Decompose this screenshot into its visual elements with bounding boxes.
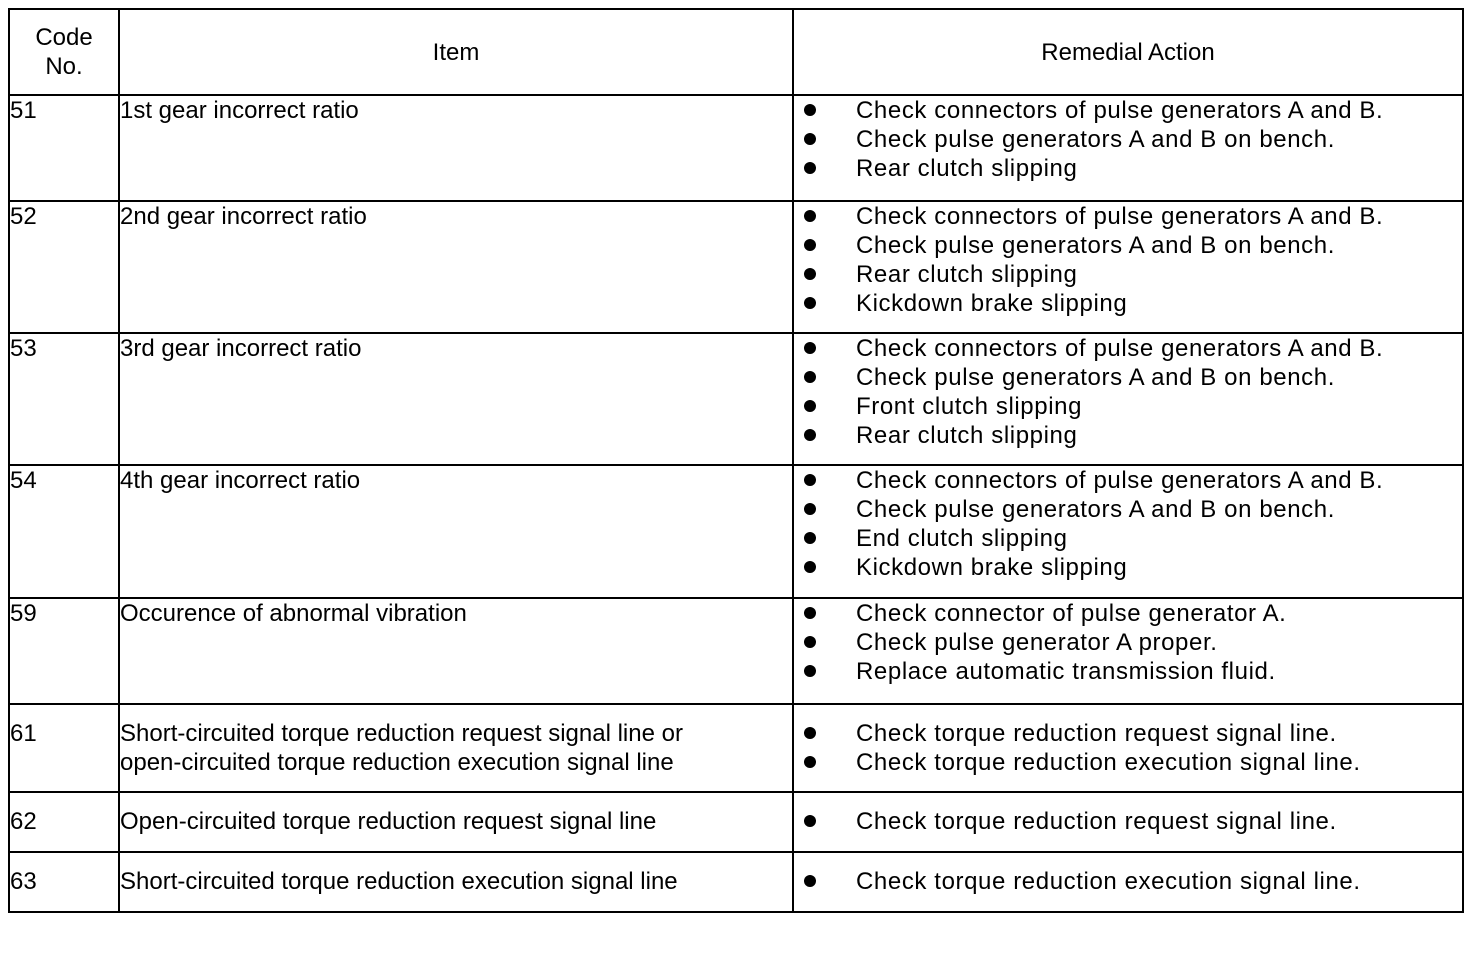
action-item xyxy=(794,719,1462,748)
action-text: Check torque reduction request signal line. xyxy=(856,808,1337,835)
action-item xyxy=(794,599,1462,628)
action-text: Check pulse generators A and B on bench. xyxy=(856,364,1335,391)
action-item xyxy=(794,202,1462,231)
action-text: Check connectors of pulse generators A and B. xyxy=(856,335,1384,362)
bullet-icon xyxy=(804,875,816,887)
code-cell: 54 xyxy=(9,465,119,598)
bullet-icon xyxy=(804,400,816,412)
item-cell xyxy=(119,704,793,792)
header-code-line1: Code xyxy=(35,24,93,51)
action-item xyxy=(794,260,1462,289)
bullet-icon xyxy=(804,210,816,222)
bullet-icon xyxy=(804,636,816,648)
action-text: Rear clutch slipping xyxy=(856,155,1078,182)
action-text: Check torque reduction request signal line. xyxy=(856,720,1337,747)
action-list xyxy=(794,599,1462,686)
action-item xyxy=(794,392,1462,421)
table-row xyxy=(9,792,1463,852)
action-cell xyxy=(793,465,1463,598)
bullet-icon xyxy=(804,104,816,116)
action-item xyxy=(794,867,1462,896)
item-cell: Occurence of abnormal vibration xyxy=(119,598,793,704)
action-text: Check connectors of pulse generators A and B. xyxy=(856,467,1384,494)
action-item xyxy=(794,553,1462,582)
bullet-icon xyxy=(804,239,816,251)
item-text-line: open-circuited torque reduction execution signal line xyxy=(120,749,674,776)
action-text: Check pulse generators A and B on bench. xyxy=(856,232,1335,259)
action-text: Replace automatic transmission fluid. xyxy=(856,658,1276,685)
action-list xyxy=(794,867,1462,896)
action-item xyxy=(794,628,1462,657)
bullet-icon xyxy=(804,268,816,280)
action-text: Rear clutch slipping xyxy=(856,261,1078,288)
item-cell: 4th gear incorrect ratio xyxy=(119,465,793,598)
item-cell: 1st gear incorrect ratio xyxy=(119,95,793,201)
item-cell: 2nd gear incorrect ratio xyxy=(119,201,793,333)
bullet-icon xyxy=(804,561,816,573)
action-item xyxy=(794,748,1462,777)
action-text: Check connector of pulse generator A. xyxy=(856,600,1287,627)
bullet-icon xyxy=(804,133,816,145)
bullet-icon xyxy=(804,297,816,309)
action-item xyxy=(794,495,1462,524)
action-item xyxy=(794,807,1462,836)
action-cell xyxy=(793,852,1463,912)
header-code-no xyxy=(9,9,119,95)
action-text: Check torque reduction execution signal line. xyxy=(856,868,1361,895)
code-cell: 63 xyxy=(9,852,119,912)
table-row xyxy=(9,95,1463,201)
action-cell xyxy=(793,704,1463,792)
action-cell xyxy=(793,598,1463,704)
action-list xyxy=(794,466,1462,582)
code-cell: 62 xyxy=(9,792,119,852)
action-cell xyxy=(793,95,1463,201)
action-item xyxy=(794,421,1462,450)
table-row xyxy=(9,704,1463,792)
table-row xyxy=(9,201,1463,333)
code-cell: 61 xyxy=(9,704,119,792)
bullet-icon xyxy=(804,815,816,827)
bullet-icon xyxy=(804,162,816,174)
code-cell: 51 xyxy=(9,95,119,201)
action-item xyxy=(794,524,1462,553)
item-text-line: Short-circuited torque reduction request signal line or xyxy=(120,720,683,747)
action-item xyxy=(794,334,1462,363)
table-header-row xyxy=(9,9,1463,95)
action-item xyxy=(794,231,1462,260)
action-cell xyxy=(793,792,1463,852)
action-list xyxy=(794,202,1462,318)
table-row xyxy=(9,598,1463,704)
action-text: Check connectors of pulse generators A and B. xyxy=(856,203,1384,230)
table-row xyxy=(9,333,1463,465)
bullet-icon xyxy=(804,607,816,619)
action-cell xyxy=(793,201,1463,333)
code-cell: 59 xyxy=(9,598,119,704)
action-item xyxy=(794,154,1462,183)
item-cell: Short-circuited torque reduction execution signal line xyxy=(119,852,793,912)
action-text: Check pulse generator A proper. xyxy=(856,629,1218,656)
action-item xyxy=(794,657,1462,686)
bullet-icon xyxy=(804,727,816,739)
action-list xyxy=(794,96,1462,183)
action-list xyxy=(794,334,1462,450)
item-cell: Open-circuited torque reduction request signal line xyxy=(119,792,793,852)
table-row xyxy=(9,852,1463,912)
bullet-icon xyxy=(804,532,816,544)
bullet-icon xyxy=(804,665,816,677)
action-item xyxy=(794,96,1462,125)
diagnostic-code-table xyxy=(8,8,1464,913)
bullet-icon xyxy=(804,474,816,486)
action-text: Rear clutch slipping xyxy=(856,422,1078,449)
action-item xyxy=(794,125,1462,154)
action-list xyxy=(794,719,1462,777)
action-text: Kickdown brake slipping xyxy=(856,554,1128,581)
header-item: Item xyxy=(119,9,793,95)
action-item xyxy=(794,363,1462,392)
bullet-icon xyxy=(804,756,816,768)
action-list xyxy=(794,807,1462,836)
table-row xyxy=(9,465,1463,598)
bullet-icon xyxy=(804,503,816,515)
code-cell: 53 xyxy=(9,333,119,465)
action-text: Check pulse generators A and B on bench. xyxy=(856,496,1335,523)
header-remedial-action: Remedial Action xyxy=(793,9,1463,95)
action-item xyxy=(794,466,1462,495)
bullet-icon xyxy=(804,371,816,383)
code-cell: 52 xyxy=(9,201,119,333)
action-cell xyxy=(793,333,1463,465)
action-text: Check connectors of pulse generators A and B. xyxy=(856,97,1384,124)
action-text: Kickdown brake slipping xyxy=(856,290,1128,317)
action-text: Check pulse generators A and B on bench. xyxy=(856,126,1335,153)
action-text: Front clutch slipping xyxy=(856,393,1083,420)
item-cell: 3rd gear incorrect ratio xyxy=(119,333,793,465)
action-text: End clutch slipping xyxy=(856,525,1068,552)
action-item xyxy=(794,289,1462,318)
header-code-line2: No. xyxy=(45,53,83,80)
bullet-icon xyxy=(804,429,816,441)
action-text: Check torque reduction execution signal line. xyxy=(856,749,1361,776)
bullet-icon xyxy=(804,342,816,354)
